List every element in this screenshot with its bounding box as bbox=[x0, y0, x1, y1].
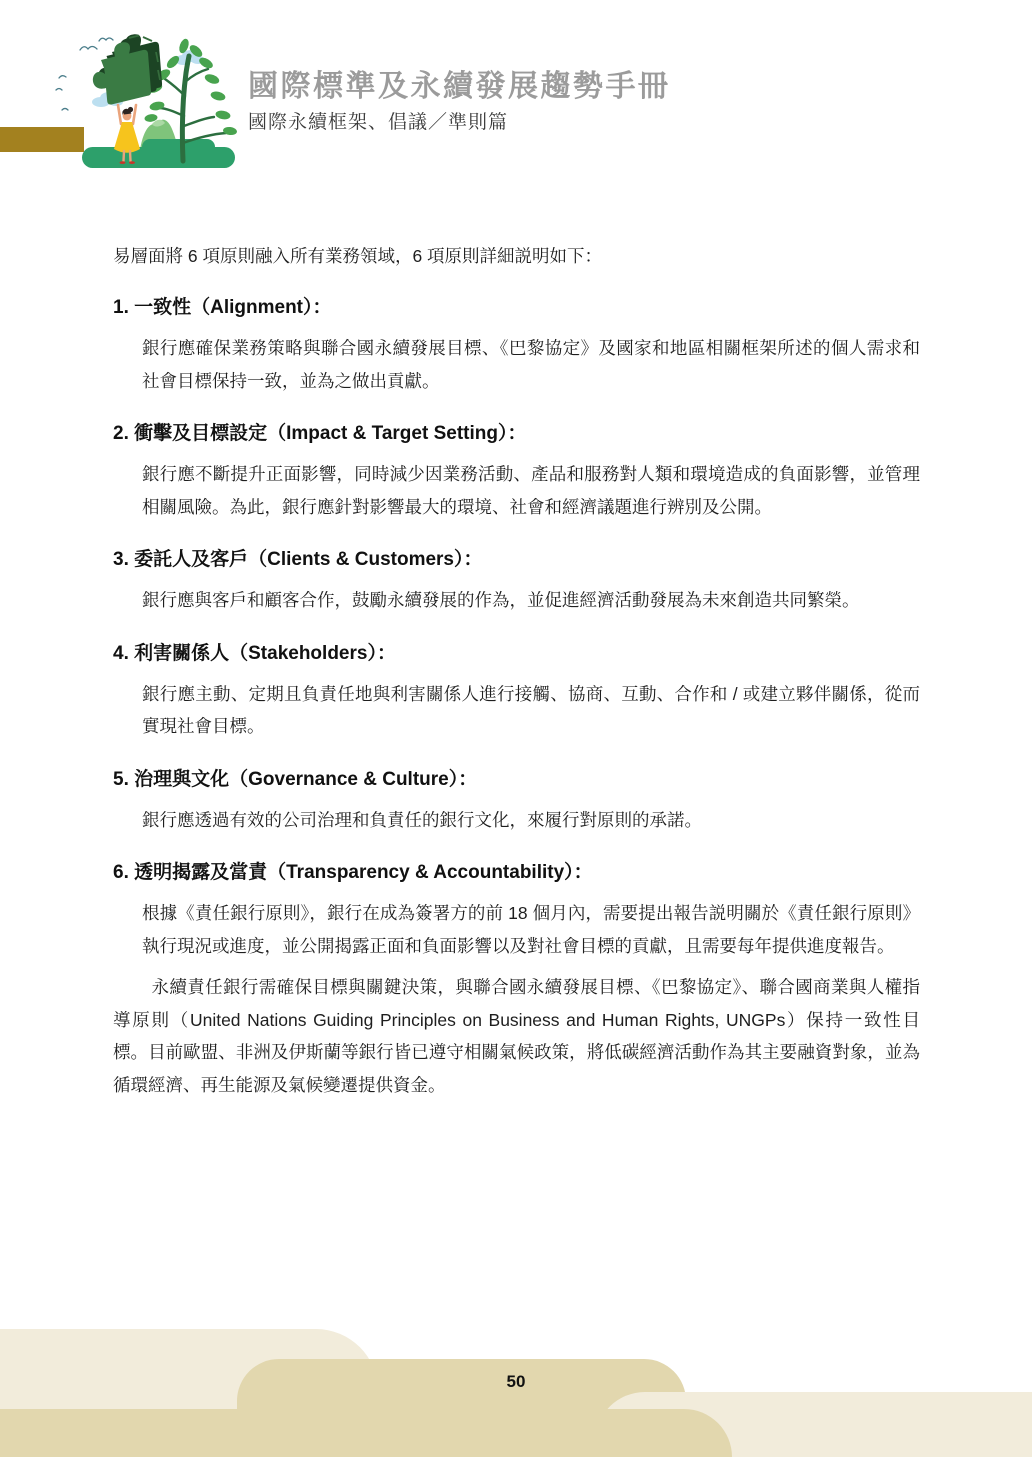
section-heading: 1. 一致性（Alignment）： bbox=[113, 297, 332, 318]
section-heading: 5. 治理與文化（Governance & Culture）： bbox=[113, 768, 478, 790]
footer-decor-shape-bottom bbox=[0, 1409, 732, 1457]
section-heading: 3. 委託人及客戶（Clients & Customers）： bbox=[113, 549, 483, 570]
header-title-block bbox=[248, 70, 671, 136]
section-governance-culture bbox=[113, 767, 920, 837]
section-clients-customers bbox=[113, 547, 920, 617]
closing-paragraph: 永續責任銀行需確保目標與關鍵決策，與聯合國永續發展目標、《巴黎協定》、聯合國商業與人權指導原則（United Nations Guiding Principles on Business and Human Rights, UNGPs）保持一致性目標。目前歐盟、非洲及伊斯蘭等銀行皆已遵守相關氣候政策，將低碳經濟活動作為其主要融資對象，並為循環經濟、再生能源及氣候變遷提供資金。 bbox=[113, 977, 920, 1095]
page-subtitle: 國際永續框架、倡議／準則篇 bbox=[248, 112, 509, 133]
section-heading: 4. 利害關係人（Stakeholders）： bbox=[113, 642, 396, 664]
page-title: 國際標準及永續發展趨勢手冊 bbox=[248, 70, 671, 103]
page-number: 50 bbox=[506, 1372, 526, 1391]
section-impact-target-setting bbox=[113, 421, 920, 523]
section-stakeholders bbox=[113, 641, 920, 743]
section-body: 銀行應不斷提升正面影響，同時減少因業務活動、產品和服務對人類和環境造成的負面影響，並管理相關風險。為此，銀行應針對影響最大的環境、社會和經濟議題進行辨別及公開。 bbox=[142, 464, 920, 517]
section-transparency-accountability bbox=[113, 860, 920, 962]
section-body: 銀行應透過有效的公司治理和負責任的銀行文化，來履行對原則的承諾。 bbox=[142, 809, 702, 830]
header-illustration bbox=[55, 28, 245, 178]
section-body: 銀行應確保業務策略與聯合國永續發展目標、《巴黎協定》及國家和地區相關框架所述的個人需求和社會目標保持一致，並為之做出貢獻。 bbox=[142, 338, 920, 391]
section-heading: 2. 衝擊及目標設定（Impact & Target Setting）： bbox=[113, 423, 527, 444]
ground-icon bbox=[82, 139, 235, 168]
section-heading: 6. 透明揭露及當責（Transparency & Accountability）： bbox=[113, 862, 593, 883]
section-body: 銀行應與客戶和顧客合作，鼓勵永續發展的作為，並促進經濟活動發展為未來創造共同繁榮。 bbox=[142, 590, 860, 610]
intro-paragraph: 易層面將 6 項原則融入所有業務領域，6 項原則詳細説明如下： bbox=[113, 246, 603, 266]
section-body: 銀行應主動、定期且負責任地與利害關係人進行接觸、協商、互動、合作和 / 或建立夥伴關係，從而實現社會目標。 bbox=[142, 683, 920, 736]
section-alignment bbox=[113, 295, 920, 397]
main-content bbox=[113, 241, 920, 1101]
section-body: 根據《責任銀行原則》，銀行在成為簽署方的前 18 個月內，需要提出報告説明關於《責任銀行原則》執行現況或進度，並公開揭露正面和負面影響以及對社會目標的貢獻，且需要每年提供進度報告。 bbox=[142, 903, 920, 956]
